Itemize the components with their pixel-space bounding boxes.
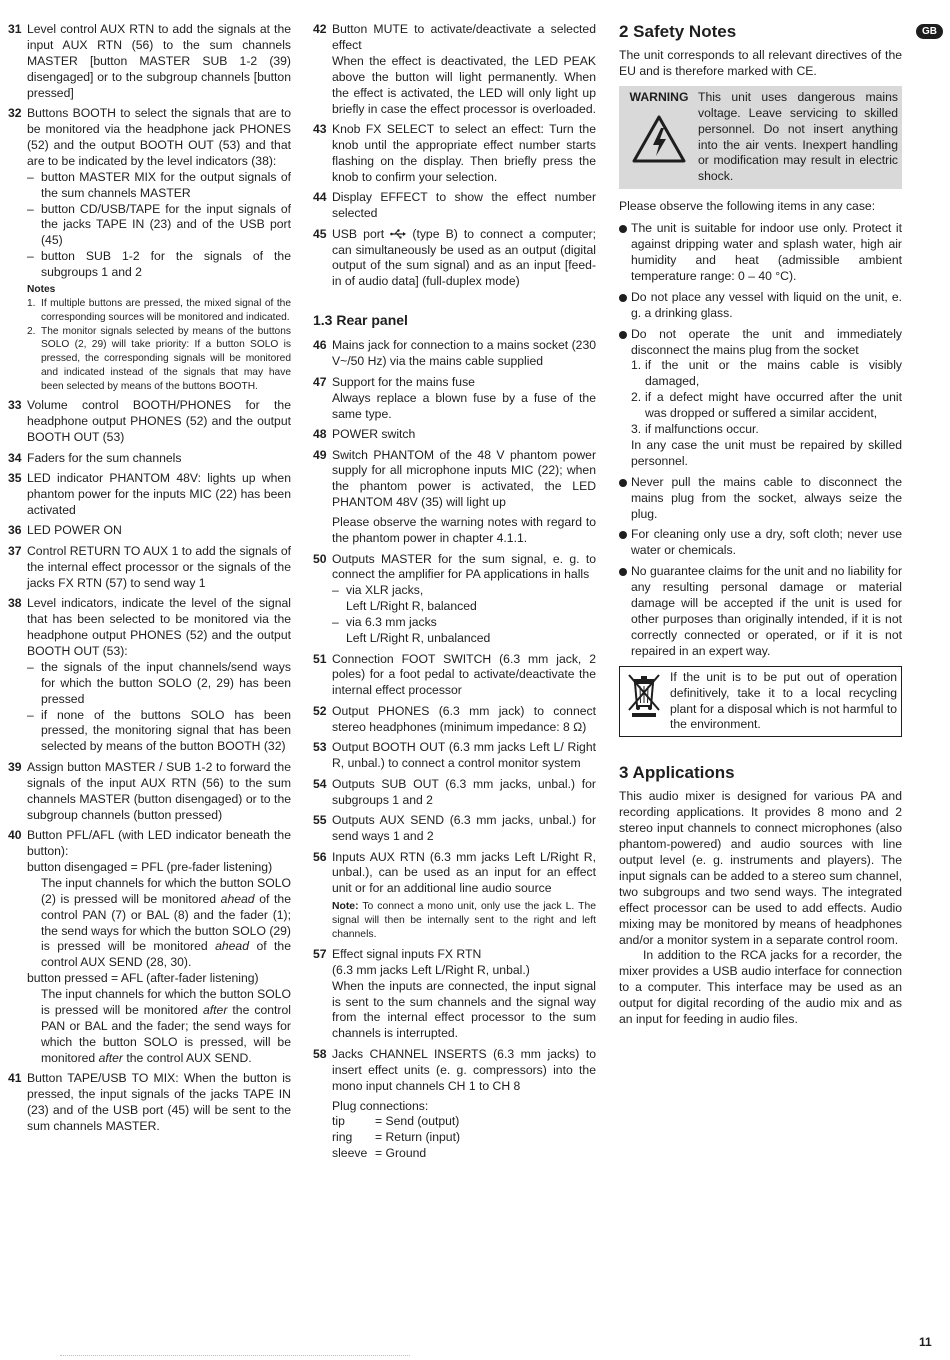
recycling-text: If the unit is to be put out of operation definitively, take it to a local recycling plant for a disposal which is not harmful to the environment. — [670, 669, 897, 732]
note-1: 1. If multiple buttons are pressed, the mixed signal of the corresponding sources will be monitored and indicated. — [27, 298, 291, 323]
item-49: 49 Switch PHANTOM of the 48 V phantom power supply for all microphone inputs MIC (22); when the phantom power is activated, the LED PHANTOM 48V (35) will light up Please observe the warning notes with regard to the phantom power in chapter 4.1.1. — [313, 447, 596, 546]
observe-intro: Please observe the following items in any case: — [619, 199, 876, 214]
item-39: 39 Assign button MASTER / SUB 1-2 to forward the signals of the input AUX RTN (56) to the sum channels MASTER (button disengaged) or to the subgroup channels (button pressed) — [8, 759, 291, 822]
applications-heading: 3 Applications — [619, 763, 735, 783]
bullet-item: The unit is suitable for indoor use only. Protect it against dripping water and splash water, high air humidity and heat (admissible ambient temperature range: 0 – 40 °C). — [619, 221, 902, 285]
afl-heading: button pressed = AFL (after-fader listening) — [27, 971, 259, 986]
sub-item: – the signals of the input channels/send ways for which the button SOLO (2, 29) has been pressed — [27, 659, 291, 706]
pfl-heading: button disengaged = PFL (pre-fader listening) — [27, 859, 273, 874]
item-37: 37 Control RETURN TO AUX 1 to add the signals of the internal effect processor or the signals of the jacks FX RTN (57) to send way 1 — [8, 543, 291, 590]
afl-description: The input channels for which the button SOLO is pressed will be monitored after the control PAN or BAL and the fader; the send ways for which the button SOLO is pressed, will be monitored after the control AUX SEND. — [41, 987, 291, 1065]
item-46: 46 Mains jack for connection to a mains socket (230 V~/50 Hz) via the mains cable supplied — [313, 338, 596, 369]
item-54: 54 Outputs SUB OUT (6.3 mm jacks, unbal.) for subgroups 1 and 2 — [313, 776, 596, 807]
safety-heading: 2 Safety Notes — [619, 22, 737, 41]
item-33: 33 Volume control BOOTH/PHONES for the headphone output PHONES (52) and the output BOOTH OUT (53) — [8, 398, 291, 445]
applications-paragraph-1: This audio mixer is designed for various PA and recording applications. It provides 8 mono and 2 stereo input channels to connect microphones (also phantom-powered) and audio sources with line output level (e. g. instruments and players). The input signals can be added to a stereo sum channel, two subgroups and two send ways. The integrated effect processor can be used to add effects. Audio mixing may be monitored by means of headphones and/or a monitor system in a separate control room. — [619, 789, 902, 947]
item-51: 51 Connection FOOT SWITCH (6.3 mm jack, 2 poles) for a foot pedal to activate/deactivate the internal effect processor — [313, 651, 596, 698]
item-47: 47 Support for the mains fuse Always replace a blown fuse by a fuse of the same type. — [313, 374, 596, 421]
column-3 — [619, 22, 902, 1034]
notes-title: Notes — [27, 284, 56, 296]
usb-icon — [390, 229, 406, 239]
warning-text: This unit uses dangerous mains voltage. Leave servicing to skilled personnel. Do not insert anything into the air vents. Inexpert handling or modification may result in electric shock. — [698, 89, 898, 184]
item-48: 48 POWER switch — [313, 427, 416, 441]
item-32: 32 Buttons BOOTH to select the signals that are to be monitored via the headphone jack PHONES (52) and the output BOOTH OUT (53) and that are to be indicated by the level indicators (38): – button MASTER MIX for the output signals of the sum channels MASTER – button CD/USB/TAPE for the input signals of the jacks TAPE IN (23) and of the USB port (45) – button SUB 1-2 for the signals of the subgroups 1 and 2 Notes 1. If multiple buttons are pressed, the mixed signal of the corresponding sources will be monitored and indicated. 2. The monitor signals selected by means of the buttons SOLO (2, 29) will take priority: If a button SOLO is pressed, the corresponding signals will be monitored and indicated instead of the signals that may have been selected by means of the buttons BOOTH. — [8, 106, 291, 392]
item-42: 42 Button MUTE to activate/deactivate a selected effect When the effect is deactivated, the LED PEAK above the button will light permanently. When the effect is activated, the LED will only light up briefly in case the effect processor is overloaded. — [313, 22, 596, 116]
safety-intro: The unit corresponds to all relevant directives of the EU and is therefore marked with CE. — [619, 48, 902, 78]
warning-box — [619, 86, 902, 189]
sub-item: – button SUB 1-2 for the signals of the subgroups 1 and 2 — [27, 249, 291, 280]
column-2 — [313, 22, 596, 1167]
plug-connections: tip = Send (output) ring = Return (input) sleeve = Ground — [332, 1114, 461, 1161]
sub-item: – button MASTER MIX for the output signals of the sum channels MASTER — [27, 169, 291, 200]
item-34: 34 Faders for the sum channels — [8, 450, 182, 465]
weee-crossed-bin-icon — [624, 670, 664, 720]
applications-paragraph-2: In addition to the RCA jacks for a recorder, the mixer provides a USB audio interface for connection to a computer. This interface may be used as an output for digital recording of the audio mix and as an input for feeding in audio files. — [619, 948, 902, 1027]
recycling-box — [619, 666, 902, 738]
sub-item: – via 6.3 mm jacks Left L/Right R, unbalanced — [332, 615, 491, 646]
item-38: 38 Level indicators, indicate the level of the signal that has been selected to be monitored via the headphone output PHONES (52) and the output BOOTH OUT (53): – the signals of the input channels/send ways for which the button SOLO (2, 29) has been pressed – if none of the buttons SOLO has been pressed, the monitoring signal that has been selected by means of the button BOOTH (32) — [8, 596, 291, 754]
footer-divider — [60, 1355, 410, 1359]
warning-label: WARNING — [629, 89, 689, 104]
sub-item: – button CD/USB/TAPE for the input signals of the jacks TAPE IN (23) and of the USB port (45) — [27, 201, 291, 248]
rear-panel-heading: 1.3 Rear panel — [313, 312, 408, 329]
pfl-description: The input channels for which the button SOLO (2) is pressed will be monitored ahead of the control PAN (7) or BAL (8) and the fader (1); the send ways for which the button SOLO (29) is pressed will be monitored ahead of the control AUX SEND (28, 30). — [41, 875, 291, 970]
bullet-item: Never pull the mains cable to disconnect the mains plug from the socket, always seize the plug. — [619, 475, 902, 523]
bullet-item: No guarantee claims for the unit and no liability for any resulting personal damage or material damage will be accepted if the unit is used for other purposes than originally intended, if it is not correctly connected or operated, or if it is not repaired in an expert way. — [619, 564, 902, 659]
item-57: 57 Effect signal inputs FX RTN (6.3 mm jacks Left L/Right R, unbal.) When the inputs are connected, the input signal is sent to the sum channels and the signal way from the internal effect processor to the sum channels is interrupted. — [313, 946, 596, 1041]
item-40: 40 Button PFL/AFL (with LED indicator beneath the button): button disengaged = PFL (pre-fader listening) The input channels for which the button SOLO (2) is pressed will be monitored ahead of the control PAN (7) or BAL (8) and the fader (1); the send ways for which the button SOLO (29) is pressed will be monitored ahead of the control AUX SEND (28, 30). button pressed = AFL (after-fader listening) The input channels for which the button SOLO is pressed will be monitored after the control PAN or BAL and the fader; the send ways for which the button SOLO is pressed, will be monitored after the control AUX SEND. — [8, 828, 291, 1065]
bullet-item: Do not place any vessel with liquid on the unit, e. g. a drinking glass. — [619, 290, 902, 322]
item-55: 55 Outputs AUX SEND (6.3 mm jacks, unbal.) for send ways 1 and 2 — [313, 813, 596, 843]
bullet-item: For cleaning only use a dry, soft cloth; never use water or chemicals. — [619, 527, 902, 559]
sub-item: – if none of the buttons SOLO has been pressed, the monitoring signal that has been selected by means of the button BOOTH (32) — [27, 707, 291, 754]
sub-item: – via XLR jacks, Left L/Right R, balanced — [332, 583, 477, 614]
item-56: 56 Inputs AUX RTN (6.3 mm jacks Left L/Right R, unbal.), can be used as an input for an effect unit or for an additional line audio source Note: To connect a mono unit, only use the jack L. The signal will then be internally sent to the right and left channels. — [313, 849, 597, 941]
item-41: 41 Button TAPE/USB TO MIX: When the button is pressed, the input signals of the jacks TAPE IN (23) and of the USB port (45) will be sent to the sum channels MASTER. — [8, 1071, 291, 1133]
note-2: 2. The monitor signals selected by means of the buttons SOLO (2, 29) will take priority: If a button SOLO is pressed, the corresponding signals will be monitored and indicated instead of the signals that may have been selected by means of the buttons BOOTH. — [27, 325, 291, 392]
item-58: 58 Jacks CHANNEL INSERTS (6.3 mm jacks) to insert effect units (e. g. compressors) into the mono input channels CH 1 to CH 8 Plug connections: tip = Send (output) ring = Return (input) sleeve = Ground — [313, 1046, 596, 1161]
item-53: 53 Output BOOTH OUT (6.3 mm jacks Left L/ Right R, unbal.) to connect a control monitor system — [313, 740, 596, 771]
item-31: 31 Level control AUX RTN to add the signals at the input AUX RTN (56) to the sum channels MASTER [button MASTER SUB 1-2 (39) disengaged] or to the subgroup channels [button pressed] — [8, 22, 291, 100]
item-43: 43 Knob FX SELECT to select an effect: Turn the knob until the appropriate effect number starts flashing on the display. Then briefly press the knob to confirm your selection. — [313, 122, 596, 184]
item-36: 36 LED POWER ON — [8, 523, 122, 538]
item-52: 52 Output PHONES (6.3 mm jack) to connect stereo headphones (minimum impedance: 8 Ω) — [313, 703, 596, 734]
high-voltage-warning-icon — [631, 114, 687, 164]
ce-mark: CE. — [796, 63, 817, 78]
item-35: 35 LED indicator PHANTOM 48V: lights up when phantom power for the inputs MIC (22) has been activated — [8, 471, 291, 517]
item-44: 44 Display EFFECT to show the effect number selected — [313, 190, 596, 221]
item-50: 50 Outputs MASTER for the sum signal, e. g. to connect the amplifier for PA applications in halls – via XLR jacks, Left L/Right R, balanced – via 6.3 mm jacks Left L/Right R, unbalanced — [313, 551, 596, 646]
item-45: 45 USB port (type B) to connect a computer; can simultaneously be used as an output (digital output of the sum signal) and as an input [feed-in of audio data] (full-duplex mode) — [313, 226, 597, 289]
language-badge: GB — [916, 24, 943, 39]
bullet-item: Do not operate the unit and immediately disconnect the mains plug from the socket 1. if the unit or the mains cable is visibly damaged, 2. if a defect might have occurred after the unit was dropped or suffered a similar accident, 3. if malfunctions occur. In any case the unit must be repaired by skilled personnel. — [619, 327, 902, 470]
page-number: 11 — [919, 1335, 932, 1349]
column-1 — [8, 22, 291, 1139]
